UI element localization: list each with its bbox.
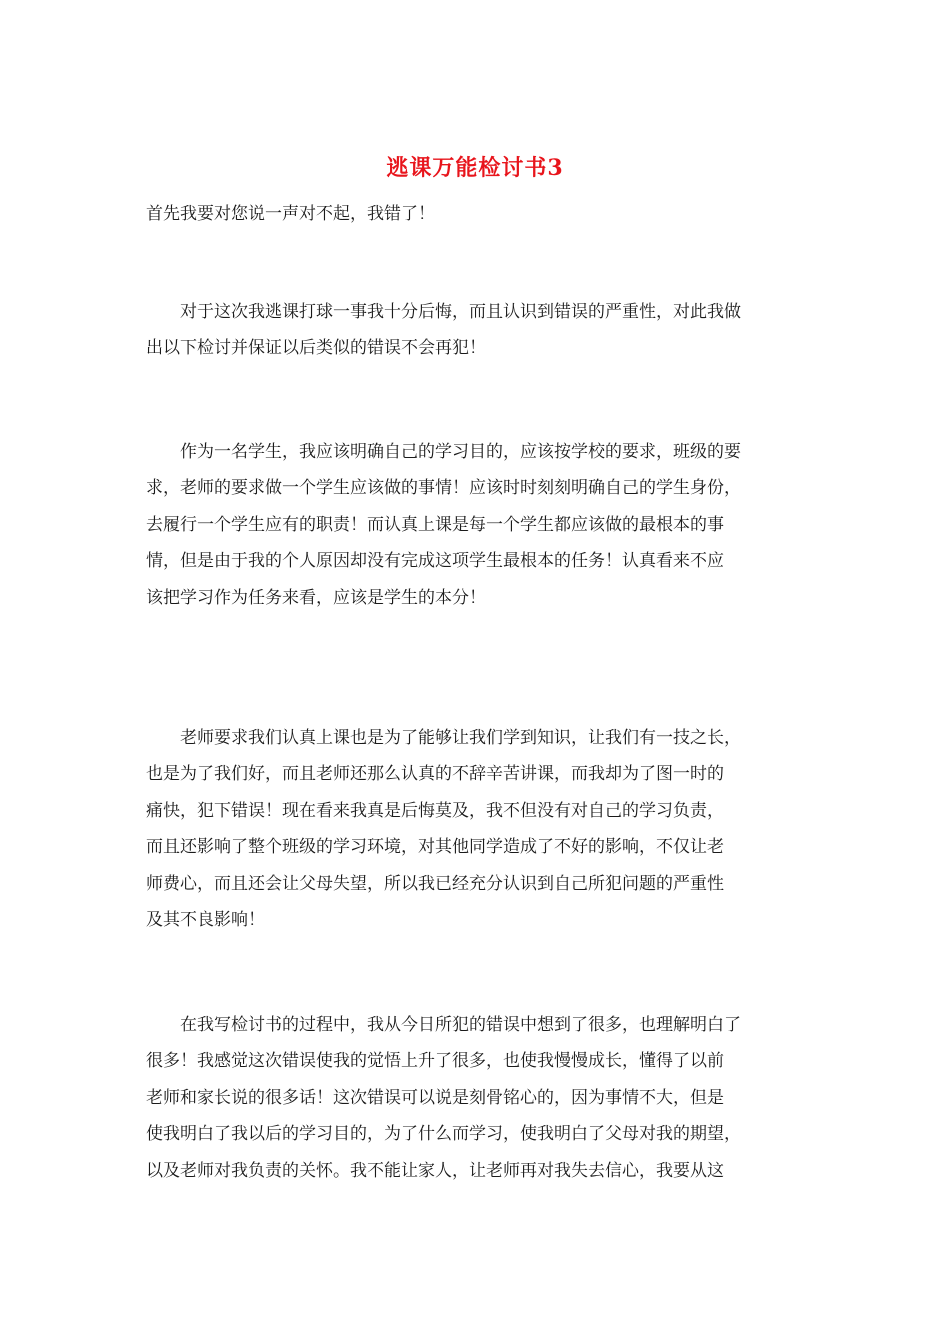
paragraph-line: 去履行一个学生应有的职责！而认真上课是每一个学生都应该做的最根本的事 — [146, 514, 724, 535]
paragraph-apology — [146, 196, 814, 232]
paragraph-line: 对于这次我逃课打球一事我十分后悔，而且认识到错误的严重性，对此我做 — [146, 302, 741, 322]
paragraph-line: 也是为了我们好，而且老师还那么认真的不辞辛苦讲课，而我却为了图一时的 — [146, 764, 724, 785]
paragraph-line: 使我明白了我以后的学习目的，为了什么而学习，使我明白了父母对我的期望， — [146, 1124, 741, 1145]
paragraph-line: 师费心，而且还会让父母失望，所以我已经充分认识到自己所犯问题的严重性 — [146, 873, 724, 894]
paragraph-regret — [146, 294, 814, 367]
paragraph-line: 痛快，犯下错误！现在看来我真是后悔莫及，我不但没有对自己的学习负责， — [146, 800, 724, 821]
paragraph-line: 而且还影响了整个班级的学习环境，对其他同学造成了不好的影响，不仅让老 — [146, 837, 724, 858]
paragraph-line: 求，老师的要求做一个学生应该做的事情！应该时时刻刻明确自己的学生身份， — [146, 478, 741, 499]
paragraph-line: 该把学习作为任务来看，应该是学生的本分！ — [146, 587, 486, 608]
paragraph-line: 及其不良影响！ — [146, 910, 265, 931]
paragraph-line: 老师要求我们认真上课也是为了能够让我们学到知识，让我们有一技之长， — [146, 728, 741, 748]
paragraph-student-duty — [146, 434, 814, 616]
paragraph-line: 以及老师对我负责的关怀。我不能让家人，让老师再对我失去信心，我要从这 — [146, 1160, 724, 1181]
paragraph-reflection — [146, 1007, 814, 1189]
paragraph-line: 情，但是由于我的个人原因却没有完成这项学生最根本的任务！认真看来不应 — [146, 551, 724, 572]
paragraph-line: 很多！我感觉这次错误使我的觉悟上升了很多，也使我慢慢成长，懂得了以前 — [146, 1051, 724, 1072]
paragraph-line: 首先我要对您说一声对不起，我错了！ — [146, 204, 435, 224]
document-title: 逃课万能检讨书3 — [386, 155, 564, 181]
paragraph-line: 作为一名学生，我应该明确自己的学习目的，应该按学校的要求，班级的要 — [146, 442, 741, 462]
paragraph-teacher-effort — [146, 720, 814, 938]
paragraph-line: 出以下检讨并保证以后类似的错误不会再犯！ — [146, 338, 486, 359]
paragraph-line: 老师和家长说的很多话！这次错误可以说是刻骨铭心的，因为事情不大，但是 — [146, 1087, 724, 1108]
paragraph-line: 在我写检讨书的过程中，我从今日所犯的错误中想到了很多，也理解明白了 — [146, 1015, 741, 1035]
